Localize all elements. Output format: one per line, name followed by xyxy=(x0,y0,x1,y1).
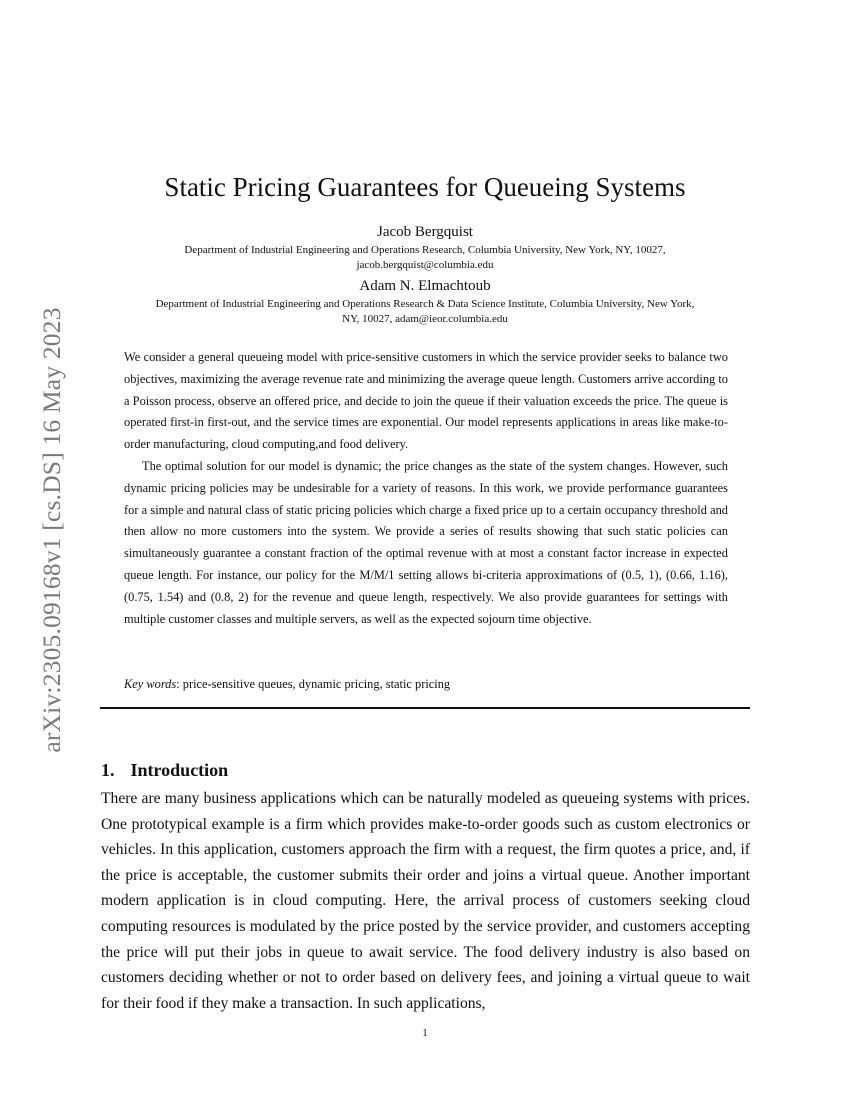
keywords-separator: : xyxy=(176,677,180,691)
keywords xyxy=(124,675,450,693)
section-number: 1. xyxy=(101,760,115,780)
paper-title: Static Pricing Guarantees for Queueing Systems xyxy=(164,172,686,202)
section-heading xyxy=(101,758,228,782)
author-name-1: Jacob Bergquist xyxy=(377,224,473,240)
affiliation-line: Department of Industrial Engineering and Operations Research, Columbia University, New York, NY, 10027, xyxy=(184,244,666,256)
affiliation-line: Department of Industrial Engineering and Operations Research & Data Science Institute, Columbia University, New York, xyxy=(155,298,695,310)
introduction-paragraph: There are many business applications which can be naturally modeled as queueing systems with prices. One prototypical example is a firm which provides make-to-order goods such as custom electronics or vehicles. In this application, customers approach the firm with a request, the firm quotes a price, and, if the price is acceptable, the customer submits their order and joins a virtual queue. Another important modern application is in cloud computing. Here, the arrival process of customers seeking cloud computing resources is modulated by the price posted by the service provider, and customers accepting the price will put their jobs in queue to await service. The food delivery industry is also based on customers deciding whether or not to order based on delivery fees, and joining a virtual queue to wait for their food if they make a transaction. In such applications, xyxy=(101,790,750,1012)
section-divider xyxy=(100,707,750,709)
keywords-label: Key words xyxy=(124,677,177,691)
author-name-2: Adam N. Elmachtoub xyxy=(359,278,491,294)
author-email-2: NY, 10027, adam@ieor.columbia.edu xyxy=(342,313,508,325)
abstract xyxy=(124,347,728,630)
author-email-1: jacob.bergquist@columbia.edu xyxy=(356,259,494,271)
page-number: 1 xyxy=(422,1027,428,1039)
author-affiliation-1 xyxy=(100,243,750,273)
section-title: Introduction xyxy=(130,760,229,780)
abstract-paragraph-1: We consider a general queueing model with price-sensitive customers in which the service provider seeks to balance two objectives, maximizing the average revenue rate and minimizing the average queue length. Customers arrive according to a Poisson process, observe an offered price, and decide to join the queue if their valuation exceeds the price. The queue is operated first-in first-out, and the service times are exponential. Our model represents applications in areas like make-to-order manufacturing, cloud computing,and food delivery. xyxy=(124,350,728,452)
author-affiliation-2 xyxy=(96,297,754,327)
abstract-paragraph-2: The optimal solution for our model is dynamic; the price changes as the state of the system changes. However, such dynamic pricing policies may be undesirable for a variety of reasons. In this work, we provide performance guarantees for a simple and natural class of static pricing policies which charge a fixed price up to a certain occupancy threshold and then allow no more customers into the system. We provide a series of results showing that such static policies can simultaneously guarantee a constant fraction of the optimal revenue with at most a constant factor increase in expected queue length. For instance, our policy for the M/M/1 setting allows bi-criteria approximations of (0.5, 1), (0.66, 1.16), (0.75, 1.54) and (0.8, 2) for the revenue and queue length, respectively. We also provide guarantees for settings with multiple customer classes and multiple servers, as well as the expected sojourn time objective. xyxy=(124,458,728,626)
arxiv-identifier: arXiv:2305.09168v1 [cs.DS] 16 May 2023 xyxy=(37,307,66,753)
keywords-text: price-sensitive queues, dynamic pricing, static pricing xyxy=(182,677,451,691)
